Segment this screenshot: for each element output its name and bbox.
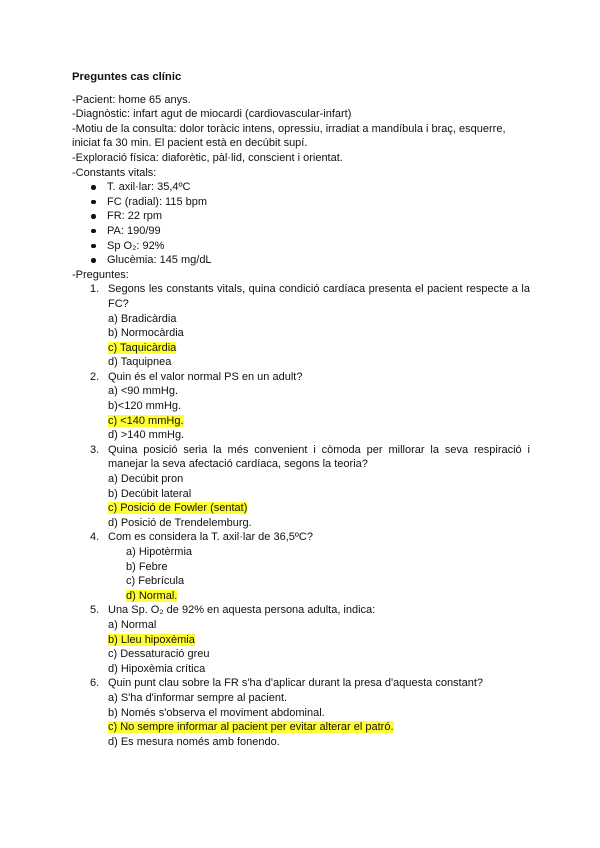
highlighted-answer-option <box>108 720 530 735</box>
answer-option <box>108 691 530 706</box>
answer-options <box>108 384 530 442</box>
vital-heart-rate: FC (radial): 115 bpm <box>91 195 530 210</box>
answer-option-label: b) Normocàrdia <box>108 327 184 340</box>
answer-option <box>108 516 530 531</box>
answer-option-label: b) Lleu hipoxèmia <box>108 633 195 646</box>
vital-blood-pressure: PA: 190/99 <box>91 224 530 239</box>
vitals-list <box>72 180 530 268</box>
question-text: Com es considera la T. axil·lar de 36,5ºC? <box>108 531 313 544</box>
document-title: Preguntes cas clínic <box>72 71 182 83</box>
vital-glucose: Glucèmia: 145 mg/dL <box>91 253 530 268</box>
answer-option-label: c) No sempre informar al pacient per evitar alterar el patró. <box>108 721 394 734</box>
highlighted-answer-option <box>126 589 530 604</box>
answer-option <box>108 647 530 662</box>
vital-temperature: T. axil·lar: 35,4ºC <box>91 180 530 195</box>
answer-option <box>108 384 530 399</box>
case-reason: -Motiu de la consulta: dolor toràcic intens, opressiu, irradiat a mandíbula i braç, esquerre, iniciat fa 30 min. El pacient està en decúbit supí. <box>72 122 506 150</box>
answer-option <box>108 399 530 414</box>
answer-option <box>108 472 530 487</box>
answer-option-label: d) Normal. <box>126 589 178 602</box>
case-patient: -Pacient: home 65 anys. <box>72 93 191 106</box>
highlighted-answer-option <box>108 501 530 516</box>
answer-option-label: d) >140 mmHg. <box>108 429 185 442</box>
vital-oxygen-saturation: Sp O₂: 92% <box>91 239 530 254</box>
answer-option <box>108 326 530 341</box>
answer-option <box>108 487 530 502</box>
question-item <box>72 282 530 370</box>
answer-option-label: d) Taquipnea <box>108 356 172 369</box>
question-text: Segons les constants vitals, quina condició cardíaca presenta el pacient respecte a la FC? <box>108 283 530 310</box>
question-number: 6. <box>90 677 100 690</box>
question-item <box>72 676 530 749</box>
answer-option-label: b) Decúbit lateral <box>108 487 192 500</box>
answer-options <box>108 312 530 370</box>
question-number: 1. <box>90 283 100 296</box>
questions-heading: -Preguntes: <box>72 268 129 281</box>
highlighted-answer-option <box>108 341 530 356</box>
answer-options <box>108 472 530 530</box>
answer-option-label: d) Es mesura només amb fonendo. <box>108 735 280 748</box>
question-number: 5. <box>90 604 100 617</box>
answer-option <box>126 560 530 575</box>
questions-list <box>72 282 530 749</box>
answer-option-label: a) Normal <box>108 618 157 631</box>
answer-option <box>126 545 530 560</box>
answer-option-label: c) Taquicàrdia <box>108 341 177 354</box>
answer-option-label: b) Només s'observa el moviment abdominal. <box>108 706 325 719</box>
answer-option <box>108 735 530 750</box>
question-item <box>72 530 530 603</box>
answer-option <box>108 312 530 327</box>
question-text: Quin és el valor normal PS en un adult? <box>108 370 303 383</box>
vitals-heading: -Constants vitals: <box>72 166 157 179</box>
question-item <box>72 370 530 443</box>
answer-option <box>108 662 530 677</box>
answer-option <box>108 355 530 370</box>
question-number: 2. <box>90 370 100 383</box>
answer-option-label: a) Bradicàrdia <box>108 312 177 325</box>
answer-option-label: c) Posició de Fowler (sentat) <box>108 502 248 515</box>
case-exam: -Exploració física: diaforètic, pàl·lid, conscient i orientat. <box>72 151 343 164</box>
answer-option <box>108 428 530 443</box>
document-page <box>72 70 530 749</box>
answer-options <box>108 545 530 603</box>
highlighted-answer-option <box>108 414 530 429</box>
question-text: Quina posició seria la més convenient i còmoda per millorar la seva respiració i manejar la seva afectació cardíaca, segons la teoria? <box>108 443 530 471</box>
answer-option-label: b) Febre <box>126 560 168 573</box>
case-diagnosis: -Diagnòstic: infart agut de miocardi (cardiovascular-infart) <box>72 108 352 121</box>
answer-option-label: a) <90 mmHg. <box>108 385 178 398</box>
question-item <box>72 603 530 676</box>
answer-option <box>108 706 530 721</box>
answer-options <box>108 691 530 749</box>
answer-option <box>108 618 530 633</box>
question-number: 4. <box>90 531 100 544</box>
answer-option-label: c) <140 mmHg. <box>108 414 184 427</box>
answer-option-label: a) Hipotèrmia <box>126 546 193 558</box>
question-item <box>72 443 530 531</box>
question-text: Una Sp. O₂ de 92% en aquesta persona adulta, indica: <box>108 604 376 617</box>
question-number: 3. <box>90 443 100 456</box>
vital-respiratory-rate: FR: 22 rpm <box>91 209 530 224</box>
answer-option-label: d) Hipoxèmia crítica <box>108 662 206 675</box>
answer-options <box>108 618 530 676</box>
answer-option-label: a) S'ha d'informar sempre al pacient. <box>108 691 288 704</box>
answer-option-label: c) Dessaturació greu <box>108 648 210 661</box>
question-text: Quin punt clau sobre la FR s'ha d'aplicar durant la presa d'aquesta constant? <box>108 677 484 690</box>
answer-option-label: d) Posició de Trendelemburg. <box>108 516 252 529</box>
answer-option <box>126 574 530 589</box>
highlighted-answer-option <box>108 633 530 648</box>
answer-option-label: b)<120 mmHg. <box>108 400 182 413</box>
answer-option-label: a) Decúbit pron <box>108 473 184 486</box>
answer-option-label: c) Febrícula <box>126 575 185 588</box>
